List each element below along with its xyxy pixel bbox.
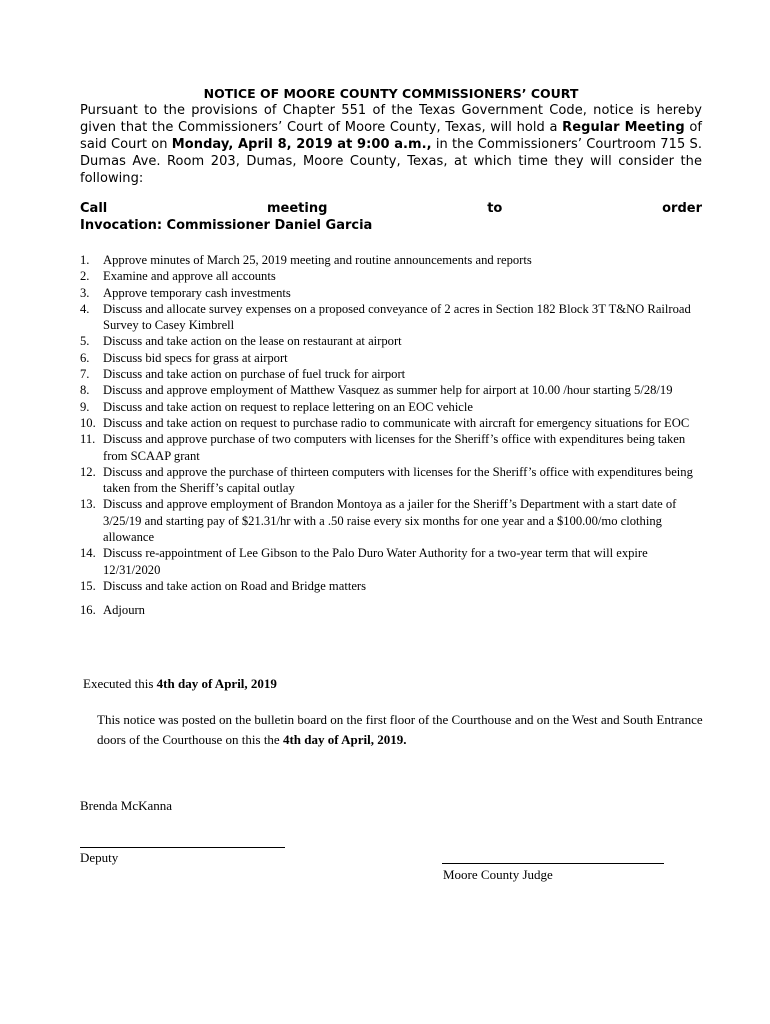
agenda-item-number: 13.	[80, 497, 96, 512]
agenda-item-text: Discuss and approve employment of Brandon Montoya as a jailer for the Sheriff’s Department with a start date of 3/25/19 and starting pay of $21.31/hr with a .50 raise every six months for one year and a $100.00/mo clothing allowance	[103, 497, 677, 545]
agenda-item-number: 3.	[80, 285, 90, 300]
agenda-item-text: Discuss and take action on Road and Bridge matters	[103, 578, 367, 593]
agenda-item-text: Discuss and approve purchase of two computers with licenses for the Sheriff’s office with expenditures being taken from SCAAP grant	[103, 432, 686, 463]
notice-title: NOTICE OF MOORE COUNTY COMMISSIONERS’ COURT	[203, 86, 579, 101]
agenda-item	[80, 268, 702, 284]
agenda-item-number: 4.	[80, 301, 90, 316]
agenda-item	[80, 431, 702, 464]
call-word: order	[662, 201, 702, 216]
agenda-item	[80, 578, 702, 594]
intro-text-3: in the Commissioners’ Courtroom 715 S. Dumas Ave. Room 203, Dumas, Moore County, Texas, at which time they will consider the following:	[80, 137, 702, 186]
agenda-item	[80, 415, 702, 431]
executed-prefix: Executed this	[83, 676, 157, 691]
invocation-line: Invocation: Commissioner Daniel Garcia	[80, 218, 373, 233]
deputy-title: Deputy	[80, 850, 119, 865]
agenda-list	[80, 252, 702, 619]
intro-meeting-type: Regular Meeting	[562, 120, 685, 135]
call-word: to	[487, 201, 503, 216]
agenda-item-text: Discuss and take action on purchase of fuel truck for airport	[103, 367, 406, 382]
agenda-item-number: 10.	[80, 415, 96, 430]
agenda-item-text: Discuss and approve the purchase of thirteen computers with licenses for the Sheriff’s office with expenditures being taken from the Sheriff’s capital outlay	[103, 464, 693, 496]
agenda-item	[80, 301, 702, 334]
posting-statement	[97, 710, 707, 750]
agenda-item-number: 11.	[80, 432, 96, 447]
intro-text-2: of said Court on	[80, 120, 702, 152]
call-word: meeting	[267, 201, 328, 216]
agenda-item-text: Discuss and take action on request to purchase radio to communicate with aircraft for emergency situations for EOC	[103, 415, 690, 430]
agenda-item-text: Approve temporary cash investments	[103, 285, 291, 300]
agenda-item-text: Discuss bid specs for grass at airport	[103, 350, 288, 365]
executed-date: 4th day of April, 2019	[156, 676, 277, 691]
agenda-item-number: 14.	[80, 546, 96, 561]
deputy-signature-line	[80, 847, 285, 848]
agenda-item-number: 2.	[80, 269, 90, 284]
agenda-item-number: 8.	[80, 383, 90, 398]
agenda-item-text: Adjourn	[103, 603, 145, 618]
intro-text-1: Pursuant to the provisions of Chapter 551 of the Texas Government Code, notice is hereby given that the Commissioners’ Court of Moore County, Texas, will hold a	[80, 103, 702, 135]
agenda-item	[80, 382, 702, 398]
agenda-item-text: Discuss and take action on request to replace lettering on an EOC vehicle	[103, 399, 473, 414]
agenda-item-text: Approve minutes of March 25, 2019 meeting and routine announcements and reports	[103, 253, 532, 267]
agenda-item	[80, 464, 702, 497]
agenda-item	[80, 399, 702, 415]
agenda-item-text: Discuss and allocate survey expenses on a proposed conveyance of 2 acres in Section 182 Block 3T T&NO Railroad Survey to Casey Kimbrell	[103, 301, 691, 333]
judge-signature-line	[442, 863, 664, 864]
posting-text: This notice was posted on the bulletin board on the first floor of the Courthouse and on the West and South Entrance doors of the Courthouse on this the	[97, 712, 703, 747]
agenda-item-number: 12.	[80, 464, 96, 479]
intro-meeting-date: Monday, April 8, 2019 at 9:00 a.m.,	[171, 137, 432, 152]
executed-line	[83, 676, 277, 692]
agenda-item-text: Discuss and approve employment of Matthew Vasquez as summer help for airport at 10.00 /hour starting 5/28/19	[103, 383, 673, 398]
agenda-item	[80, 350, 702, 366]
agenda-item	[80, 602, 702, 618]
agenda-item	[80, 496, 702, 545]
call-word: Call	[80, 201, 108, 216]
agenda-item-number: 16.	[80, 603, 96, 618]
call-to-order	[80, 201, 702, 216]
judge-title: Moore County Judge	[443, 867, 553, 882]
agenda-item-number: 6.	[80, 350, 90, 365]
agenda-item-number: 5.	[80, 334, 90, 349]
agenda-item-number: 7.	[80, 367, 90, 382]
agenda-item	[80, 285, 702, 301]
agenda-item	[80, 333, 702, 349]
posting-date: 4th day of April, 2019.	[282, 732, 407, 747]
agenda-item	[80, 252, 702, 268]
agenda-item-text: Discuss and take action on the lease on restaurant at airport	[103, 334, 402, 349]
agenda-item	[80, 545, 702, 578]
agenda-item-text: Examine and approve all accounts	[103, 269, 276, 284]
agenda-item-number: 1.	[80, 253, 90, 267]
agenda-item-number: 15.	[80, 578, 96, 593]
agenda-item	[80, 366, 702, 382]
signer-name: Brenda McKanna	[80, 798, 173, 813]
agenda-item-number: 9.	[80, 399, 90, 414]
agenda-item-text: Discuss re-appointment of Lee Gibson to the Palo Duro Water Authority for a two-year term that will expire 12/31/2020	[103, 546, 648, 577]
notice-intro-paragraph	[80, 102, 702, 187]
